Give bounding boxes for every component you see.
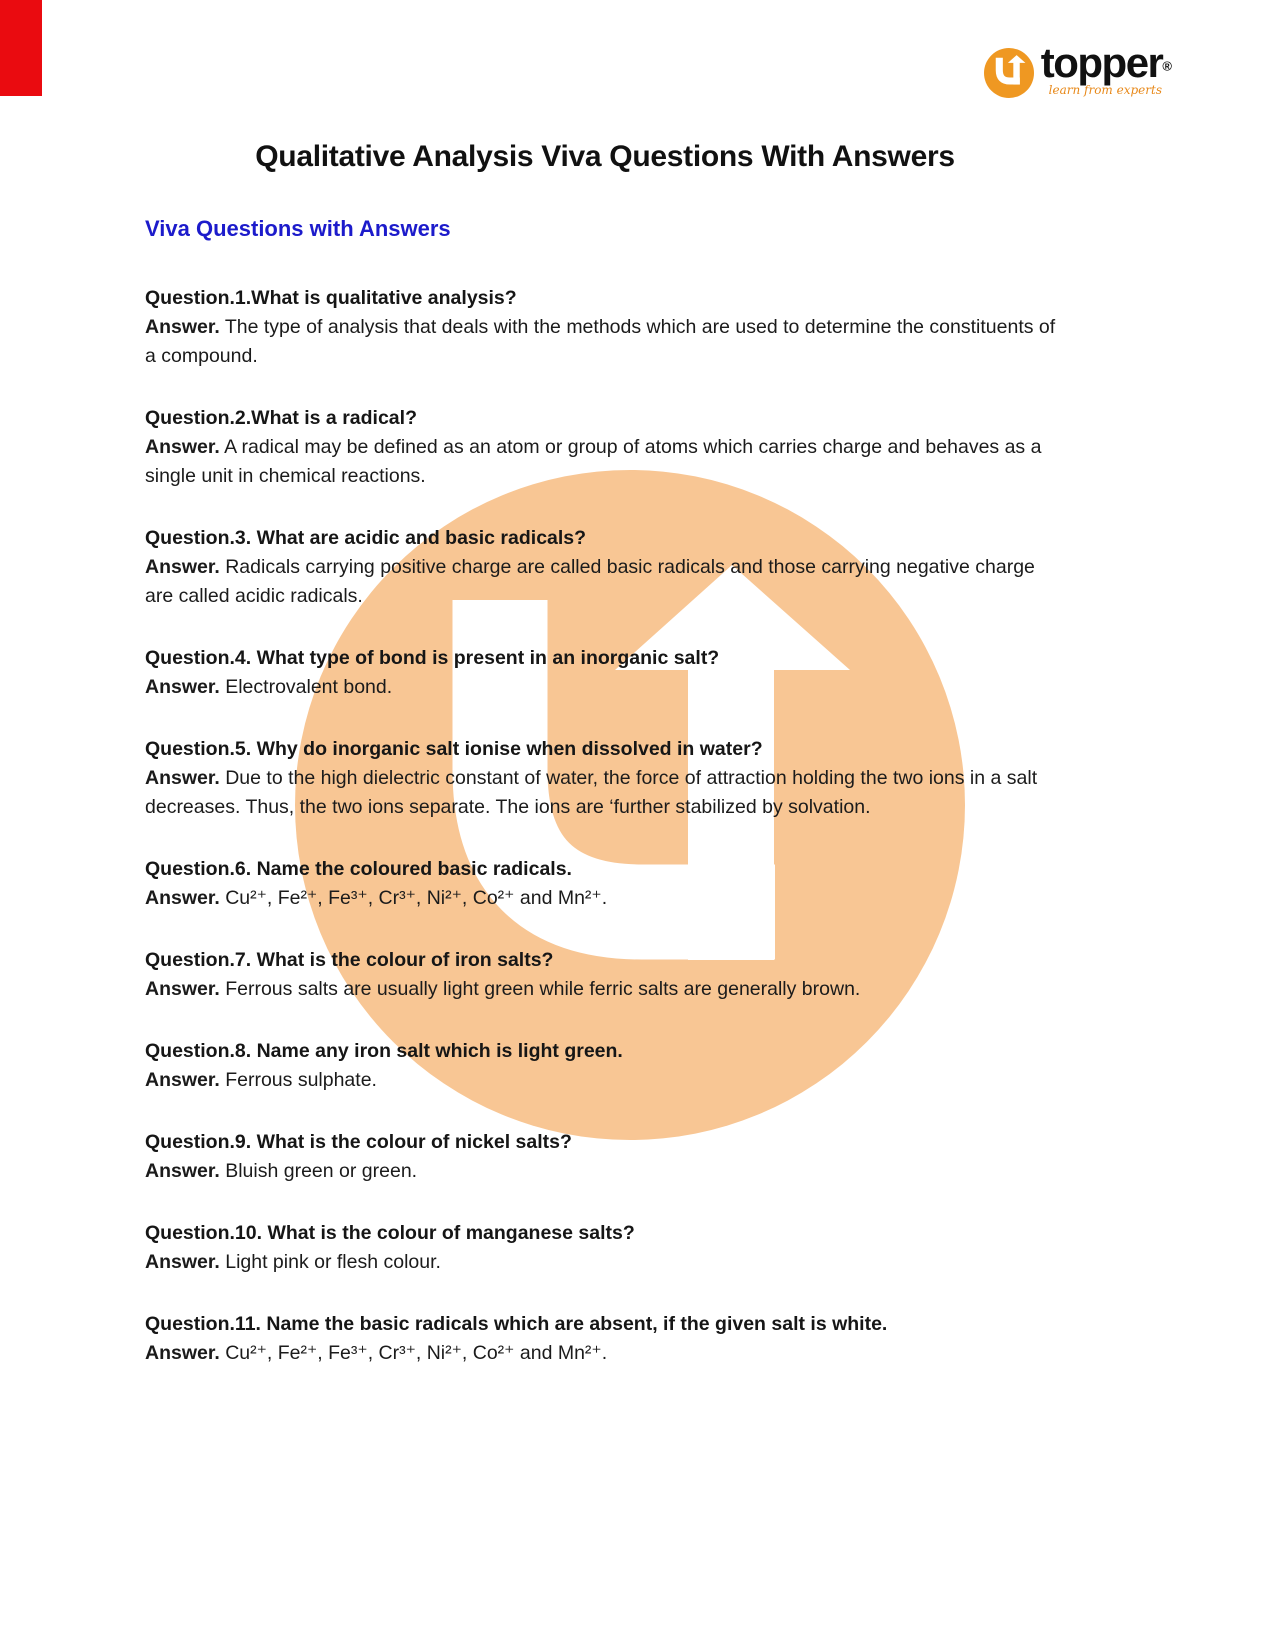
page-title: Qualitative Analysis Viva Questions With Answers xyxy=(255,140,955,173)
question-text: Question.5. Why do inorganic salt ionise when dissolved in water? xyxy=(145,738,763,760)
question-text: Question.4. What type of bond is present in an inorganic salt? xyxy=(145,647,720,669)
answer-body: Due to the high dielectric constant of water, the force of attraction holding the two ions in a salt decreases. Thus, the two ions separate. The ions are ‘further stabilized by solvation. xyxy=(145,767,1038,818)
answer-text xyxy=(145,673,1065,702)
registered-mark: ® xyxy=(1162,58,1172,74)
qa-item-10 xyxy=(145,1219,1065,1277)
answer-text xyxy=(145,1066,1065,1095)
qa-item-5 xyxy=(145,735,1065,822)
answer-body: Radicals carrying positive charge are called basic radicals and those carrying negative charge are called acidic radicals. xyxy=(145,556,1035,607)
answer-body: A radical may be defined as an atom or group of atoms which carries charge and behaves as a single unit in chemical reactions. xyxy=(145,436,1042,487)
answer-text xyxy=(145,1248,1065,1277)
answer-label: Answer. xyxy=(145,887,220,909)
answer-label: Answer. xyxy=(145,556,220,578)
qa-list xyxy=(145,284,1065,1368)
question-text: Question.1.What is qualitative analysis? xyxy=(145,287,517,309)
question-text: Question.10. What is the colour of manganese salts? xyxy=(145,1222,635,1244)
answer-text xyxy=(145,553,1065,611)
answer-body: Ferrous salts are usually light green while ferric salts are generally brown. xyxy=(225,978,861,1000)
qa-item-9 xyxy=(145,1128,1065,1186)
qa-item-3 xyxy=(145,524,1065,611)
question-text: Question.7. What is the colour of iron salts? xyxy=(145,949,554,971)
question-text: Question.6. Name the coloured basic radicals. xyxy=(145,858,572,880)
answer-text xyxy=(145,764,1065,822)
answer-label: Answer. xyxy=(145,767,220,789)
answer-label: Answer. xyxy=(145,1251,220,1273)
section-heading: Viva Questions with Answers xyxy=(145,216,451,241)
answer-body: Ferrous sulphate. xyxy=(225,1069,377,1091)
answer-text xyxy=(145,433,1065,491)
answer-label: Answer. xyxy=(145,1160,220,1182)
answer-label: Answer. xyxy=(145,1069,220,1091)
question-text: Question.3. What are acidic and basic radicals? xyxy=(145,527,587,549)
question-text: Question.2.What is a radical? xyxy=(145,407,417,429)
answer-body: Cu²⁺, Fe²⁺, Fe³⁺, Cr³⁺, Ni²⁺, Co²⁺ and Mn²⁺. xyxy=(225,887,608,909)
answer-label: Answer. xyxy=(145,676,220,698)
answer-label: Answer. xyxy=(145,316,220,338)
answer-label: Answer. xyxy=(145,436,220,458)
qa-item-8 xyxy=(145,1037,1065,1095)
question-text: Question.11. Name the basic radicals which are absent, if the given salt is white. xyxy=(145,1313,888,1335)
qa-item-11 xyxy=(145,1310,1065,1368)
qa-item-6 xyxy=(145,855,1065,913)
answer-text xyxy=(145,1157,1065,1186)
brand-logo xyxy=(984,40,1172,98)
answer-label: Answer. xyxy=(145,978,220,1000)
answer-body: The type of analysis that deals with the methods which are used to determine the constituents of a compound. xyxy=(145,316,1056,367)
brand-name: topper xyxy=(1040,39,1163,86)
qa-item-4 xyxy=(145,644,1065,702)
answer-text xyxy=(145,313,1065,371)
answer-text xyxy=(145,884,1065,913)
answer-body: Light pink or flesh colour. xyxy=(225,1251,441,1273)
answer-label: Answer. xyxy=(145,1342,220,1364)
utopper-logo-icon xyxy=(984,48,1034,98)
qa-item-1 xyxy=(145,284,1065,371)
brand-text-block xyxy=(1041,40,1172,97)
answer-body: Bluish green or green. xyxy=(225,1160,418,1182)
answer-text xyxy=(145,1339,1065,1368)
answer-body: Cu²⁺, Fe²⁺, Fe³⁺, Cr³⁺, Ni²⁺, Co²⁺ and Mn²⁺. xyxy=(225,1342,608,1364)
answer-text xyxy=(145,975,1065,1004)
qa-item-2 xyxy=(145,404,1065,491)
answer-body: Electrovalent bond. xyxy=(225,676,393,698)
qa-item-7 xyxy=(145,946,1065,1004)
brand-tagline: learn from experts xyxy=(1048,83,1162,98)
question-text: Question.8. Name any iron salt which is light green. xyxy=(145,1040,623,1062)
question-text: Question.9. What is the colour of nickel salts? xyxy=(145,1131,572,1153)
